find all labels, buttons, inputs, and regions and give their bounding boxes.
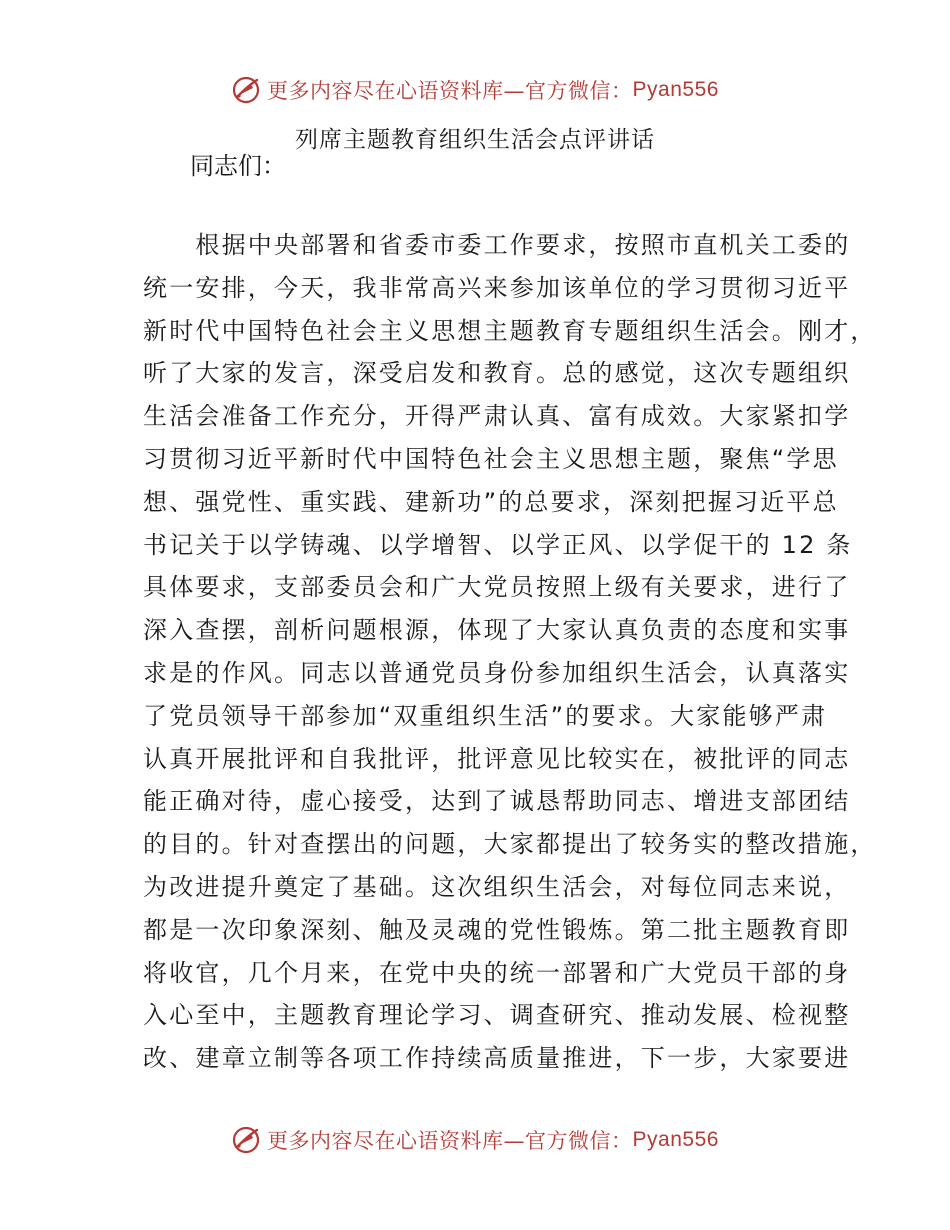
- header-watermark-banner: [0, 70, 950, 110]
- body-line: 习贯彻习近平新时代中国特色社会主义思想主题，聚焦“学思: [143, 444, 839, 473]
- footer-watermark-banner: [0, 1120, 950, 1160]
- document-title: 列席主题教育组织生活会点评讲话: [295, 127, 655, 153]
- body-line: 能正确对待，虚心接受，达到了诚恳帮助同志、增进支部团结: [143, 787, 851, 816]
- body-line: 书记关于以学铸魂、以学增智、以学正风、以学促干的 12 条: [143, 530, 853, 559]
- body-line: 都是一次印象深刻、触及灵魂的党性锻炼。第二批主题教育即: [143, 915, 851, 944]
- quill-logo-icon: [231, 1125, 261, 1155]
- body-line: 具体要求，支部委员会和广大党员按照上级有关要求，进行了: [143, 573, 851, 602]
- body-line: 认真开展批评和自我批评，批评意见比较实在，被批评的同志: [143, 744, 851, 773]
- salutation: 同志们：: [190, 152, 286, 180]
- body-line: 深入查摆，剖析问题根源，体现了大家认真负责的态度和实事: [143, 616, 851, 645]
- body-line: 求是的作风。同志以普通党员身份参加组织生活会，认真落实: [143, 658, 851, 687]
- body-line: 将收官，几个月来，在党中央的统一部署和广大党员干部的身: [143, 958, 851, 987]
- footer-banner-text: 更多内容尽在心语资料库—官方微信：: [267, 1129, 633, 1153]
- document-body: [143, 224, 877, 1080]
- body-line: 了党员领导干部参加“双重组织生活”的要求。大家能够严肃: [143, 701, 828, 730]
- body-line: 的目的。针对查摆出的问题，大家都提出了较务实的整改措施，: [143, 830, 877, 859]
- body-line: 入心至中，主题教育理论学习、调查研究、推动发展、检视整: [143, 1001, 851, 1030]
- footer-wechat-id: Pyan556: [632, 1128, 719, 1151]
- body-line: 想、强党性、重实践、建新功”的总要求，深刻把握习近平总: [143, 487, 839, 516]
- body-line: 统一安排，今天，我非常高兴来参加该单位的学习贯彻习近平: [143, 273, 851, 302]
- body-line: 为改进提升奠定了基础。这次组织生活会，对每位同志来说，: [143, 872, 851, 901]
- body-line: 改、建章立制等各项工作持续高质量推进，下一步，大家要进: [143, 1044, 851, 1073]
- body-line: 根据中央部署和省委市委工作要求，按照市直机关工委的: [143, 231, 851, 259]
- header-wechat-id: Pyan556: [632, 78, 719, 101]
- body-line: 新时代中国特色社会主义思想主题教育专题组织生活会。刚才，: [143, 316, 877, 345]
- body-line: 生活会准备工作充分，开得严肃认真、富有成效。大家紧扣学: [143, 402, 851, 431]
- header-banner-text: 更多内容尽在心语资料库—官方微信：: [267, 79, 633, 103]
- body-line: 听了大家的发言，深受启发和教育。总的感觉，这次专题组织: [143, 359, 851, 388]
- quill-logo-icon: [231, 75, 261, 105]
